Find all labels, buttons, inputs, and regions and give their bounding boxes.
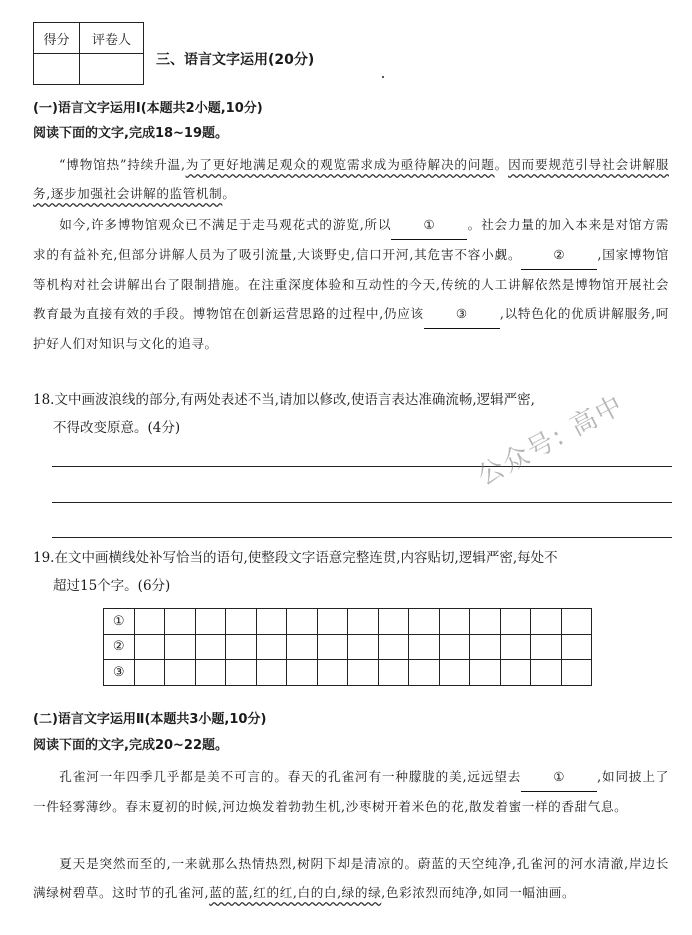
part2-blank-1: ① bbox=[521, 762, 597, 792]
part1-paragraph-2: 如今,许多博物馆观众已不满足于走马观花式的游览,所以 ① 。社会力量的加入本来是对馆方需求的有益补充,但部分讲解人员为了吸引流量,大谈野史,信口开河,其危害不容小觑。 ② ,国家博物馆等机构对社会讲解出台了限制措施。在注重深度体验和互动性的今天,传统的人工讲解依然是博物馆开展社会教育最为直接有效的手段。博物馆在创新运营思路的过程中,仍应该 ③ ,以特色化的优质讲解服务,呵护好人们对知识与文化的追寻。 bbox=[33, 210, 669, 358]
part1-paragraph-1: “博物馆热”持续升温,为了更好地满足观众的观览需求成为亟待解决的问题。因而要规范引导社会讲解服务,逐步加强社会讲解的监管机制。 bbox=[33, 157, 669, 201]
grid-row bbox=[104, 660, 592, 686]
grid-cell[interactable] bbox=[287, 660, 318, 686]
answer-line-2[interactable] bbox=[52, 502, 672, 503]
question-19: 19.在文中画横线处补写恰当的语句,使整段文字语意完整连贯,内容贴切,逻辑严密,每处不 超过15个字。(6分) bbox=[33, 550, 558, 594]
blank-3: ③ bbox=[424, 299, 500, 329]
part2-heading: (二)语言文字运用Ⅱ(本题共3小题,10分) bbox=[33, 712, 267, 727]
grid-cell[interactable] bbox=[439, 609, 470, 635]
grid-cell[interactable] bbox=[531, 609, 562, 635]
grid-cell[interactable] bbox=[439, 660, 470, 686]
grid-cell[interactable] bbox=[561, 609, 592, 635]
grid-row-label: ① bbox=[104, 609, 135, 635]
grid-cell[interactable] bbox=[378, 609, 409, 635]
part2-instruction: 阅读下面的文字,完成20~22题。 bbox=[33, 738, 229, 753]
part1-instruction: 阅读下面的文字,完成18~19题。 bbox=[33, 126, 229, 141]
grid-cell[interactable] bbox=[409, 660, 440, 686]
section-title: 三、语言文字运用(20分) bbox=[156, 52, 315, 68]
grid-cell[interactable] bbox=[348, 660, 379, 686]
grid-cell[interactable] bbox=[195, 609, 226, 635]
grid-cell[interactable] bbox=[134, 609, 165, 635]
grid-cell[interactable] bbox=[287, 634, 318, 660]
grid-cell[interactable] bbox=[256, 609, 287, 635]
part2-paragraph-1: 孔雀河一年四季几乎都是美不可言的。春天的孔雀河有一种朦胧的美,远远望去 ① ,如同披上了一件轻雾薄纱。春末夏初的时候,河边焕发着勃勃生机,沙枣树开着米色的花,散发着蜜一样的香甜气息。 bbox=[33, 762, 669, 821]
stray-dot bbox=[382, 76, 384, 78]
grid-cell[interactable] bbox=[317, 609, 348, 635]
grid-cell[interactable] bbox=[226, 634, 257, 660]
wavy-sentence-1: 为了更好地满足观众的观览需求成为亟待解决的问题 bbox=[185, 157, 495, 172]
grid-cell[interactable] bbox=[500, 660, 531, 686]
grid-cell[interactable] bbox=[561, 660, 592, 686]
grid-cell[interactable] bbox=[256, 634, 287, 660]
part1-heading: (一)语言文字运用Ⅰ(本题共2小题,10分) bbox=[33, 101, 263, 116]
score-header: 得分 bbox=[34, 23, 80, 54]
grid-cell[interactable] bbox=[165, 634, 196, 660]
grid-cell[interactable] bbox=[470, 634, 501, 660]
score-table bbox=[33, 22, 144, 85]
grid-cell[interactable] bbox=[165, 660, 196, 686]
grid-cell[interactable] bbox=[195, 634, 226, 660]
grid-cell[interactable] bbox=[226, 660, 257, 686]
answer-grid bbox=[103, 608, 592, 686]
grid-cell[interactable] bbox=[317, 660, 348, 686]
grid-cell[interactable] bbox=[470, 660, 501, 686]
grid-cell[interactable] bbox=[134, 634, 165, 660]
grid-cell[interactable] bbox=[409, 609, 440, 635]
grid-cell[interactable] bbox=[470, 609, 501, 635]
grid-cell[interactable] bbox=[531, 660, 562, 686]
grid-cell[interactable] bbox=[287, 609, 318, 635]
blank-1: ① bbox=[391, 210, 467, 240]
grid-cell[interactable] bbox=[439, 634, 470, 660]
grid-cell[interactable] bbox=[348, 634, 379, 660]
blank-2: ② bbox=[521, 240, 597, 270]
wavy-sentence-2: 因而要规范引导社会讲解服务,逐步加强社会讲解的监管机制 bbox=[33, 157, 669, 201]
grid-row bbox=[104, 609, 592, 635]
watermark: 公众号: 高中 bbox=[472, 389, 630, 492]
wavy-colors: 蓝的蓝,红的红,白的白,绿的绿 bbox=[209, 885, 382, 900]
grid-cell[interactable] bbox=[256, 660, 287, 686]
grid-cell[interactable] bbox=[195, 660, 226, 686]
grid-cell[interactable] bbox=[165, 609, 196, 635]
grid-row bbox=[104, 634, 592, 660]
grader-cell[interactable] bbox=[80, 54, 144, 85]
answer-line-3[interactable] bbox=[52, 537, 672, 538]
grid-cell[interactable] bbox=[500, 634, 531, 660]
grid-cell[interactable] bbox=[500, 609, 531, 635]
grader-header: 评卷人 bbox=[80, 23, 144, 54]
grid-cell[interactable] bbox=[531, 634, 562, 660]
grid-cell[interactable] bbox=[561, 634, 592, 660]
answer-line-1[interactable] bbox=[52, 466, 672, 467]
grid-row-label: ② bbox=[104, 634, 135, 660]
grid-row-label: ③ bbox=[104, 660, 135, 686]
grid-cell[interactable] bbox=[378, 660, 409, 686]
grid-cell[interactable] bbox=[378, 634, 409, 660]
score-cell[interactable] bbox=[34, 54, 80, 85]
grid-cell[interactable] bbox=[409, 634, 440, 660]
part2-paragraph-2: 夏天是突然而至的,一来就那么热情热烈,树阴下却是清凉的。蔚蓝的天空纯净,孔雀河的河水清澈,岸边长满绿树碧草。这时节的孔雀河,蓝的蓝,红的红,白的白,绿的绿,色彩浓烈而纯净,如同一幅油画。 bbox=[33, 856, 669, 900]
grid-cell[interactable] bbox=[134, 660, 165, 686]
question-18: 18.文中画波浪线的部分,有两处表述不当,请加以修改,使语言表达准确流畅,逻辑严密, 不得改变原意。(4分) bbox=[33, 392, 535, 436]
grid-cell[interactable] bbox=[226, 609, 257, 635]
grid-cell[interactable] bbox=[348, 609, 379, 635]
grid-cell[interactable] bbox=[317, 634, 348, 660]
